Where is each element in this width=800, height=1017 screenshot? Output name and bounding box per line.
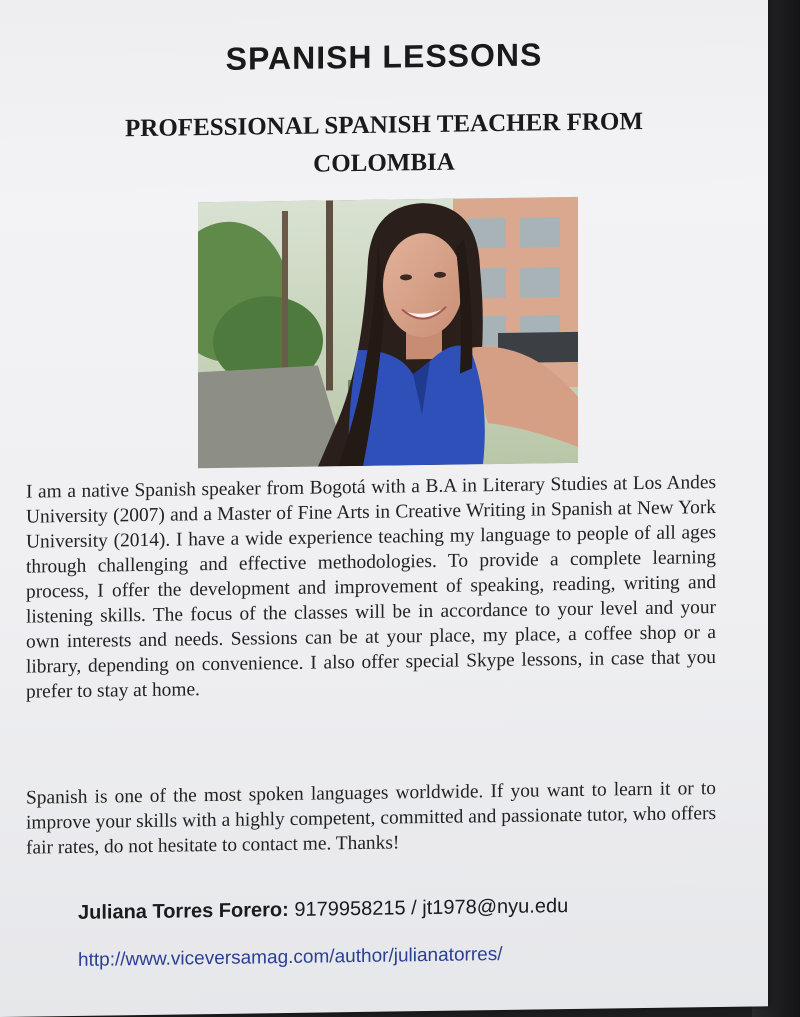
flyer-subtitle: PROFESSIONAL SPANISH TEACHER FROM COLOMBIA: [125, 108, 643, 178]
contact-name: Juliana Torres Forero:: [78, 898, 289, 924]
bio-paragraph: I am a native Spanish speaker from Bogotá with a B.A in Literary Studies at Los Andes University (2007) and a Master of Fine Arts in Creative Writing in Spanish at New York University (2014). I have a wide experience teaching my language to people of all ages through challenging and effective methodologies. To provide a complete learning process, I offer the development and improvement of speaking, reading, writing and listening skills. The focus of the classes will be in accordance to your level and your own interests and needs. Sessions can be at your place, my place, a coffee shop or a library, depending on convenience. I also offer special Skype lessons, in case that you prefer to stay at home.: [26, 472, 716, 703]
portrait-photo-icon: [198, 197, 578, 468]
website-link[interactable]: http://www.viceversamag.com/author/julianatorres/: [78, 943, 503, 971]
contact-line: [78, 895, 568, 925]
teacher-photo: [198, 197, 578, 468]
flyer-title: SPANISH LESSONS: [225, 36, 543, 77]
closing-paragraph: Spanish is one of the most spoken languages worldwide. If you want to learn it or to improve your skills with a highly competent, committed and passionate tutor, who offers fair rates, do not hesitate to contact me. Thanks!: [26, 778, 716, 859]
contact-details: 9179958215 / jt1978@nyu.edu: [294, 895, 569, 921]
